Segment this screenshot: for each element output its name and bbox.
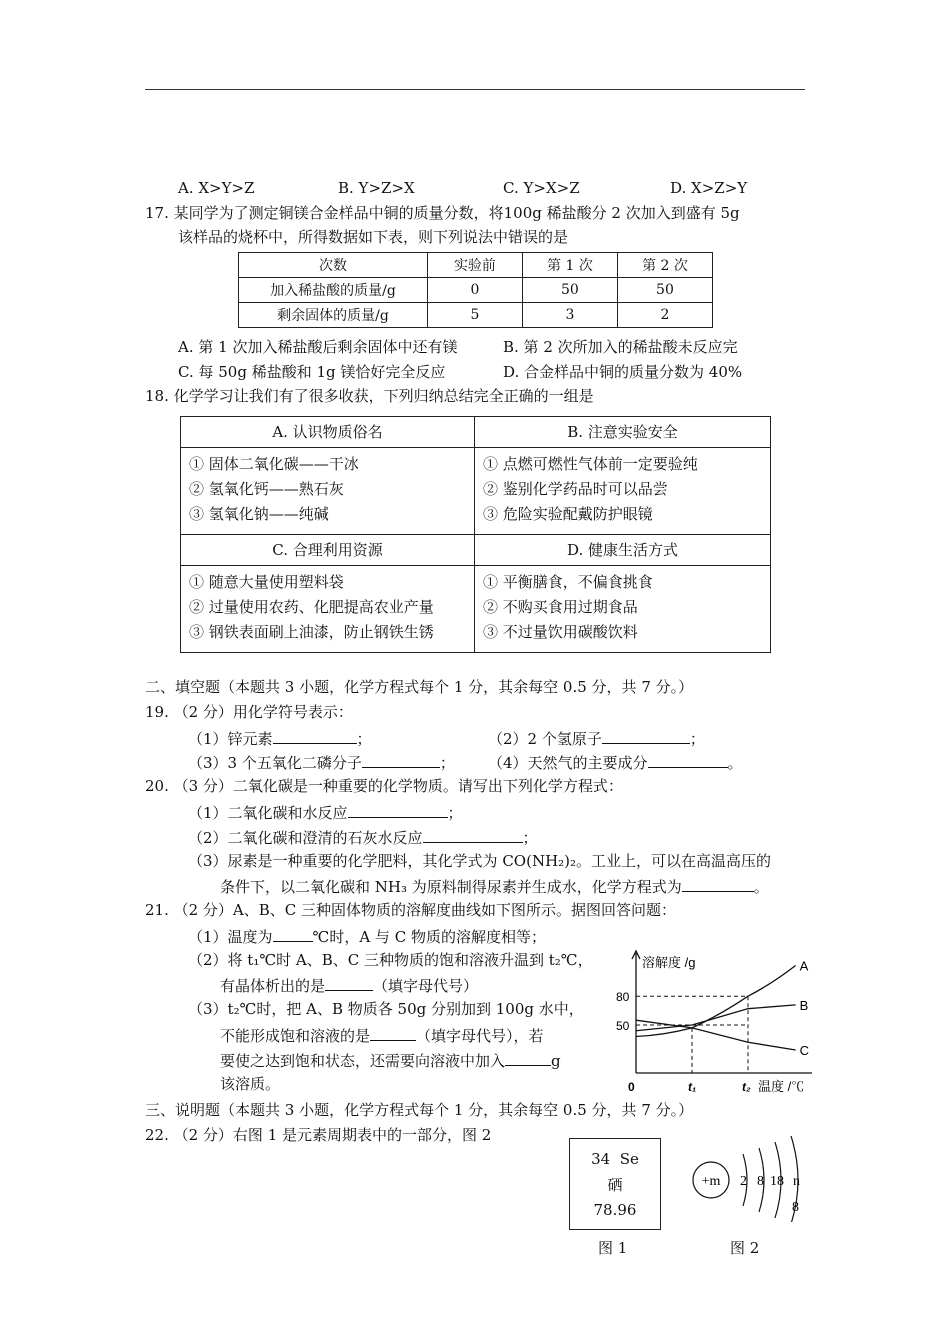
q21-part3-line4: 该溶质。 xyxy=(220,1075,281,1093)
solubility-chart xyxy=(612,945,817,1100)
table-header: 实验前 xyxy=(427,253,522,278)
answer-blank[interactable] xyxy=(682,875,754,892)
q21-part3-text-3: 要使之达到饱和状态，还需要向溶液中加入 xyxy=(220,1052,506,1070)
shell-count-3: 18 xyxy=(770,1174,784,1189)
table-row xyxy=(181,417,771,448)
q21-part3-unit: g xyxy=(551,1052,561,1070)
q17-table xyxy=(238,252,713,328)
answer-blank[interactable] xyxy=(505,1049,551,1066)
q18-stem: 18. 化学学习让我们有了很多收获，下列归纳总结完全正确的一组是 xyxy=(145,387,594,405)
shell-count-1: 2 xyxy=(740,1174,747,1189)
q21-part2-text-2: （填字母代号） xyxy=(373,977,479,995)
q18-cell-c xyxy=(181,566,475,653)
q19-part3 xyxy=(188,751,455,773)
q19-part4-text: （4）天然气的主要成分 xyxy=(488,754,648,772)
series-line-b xyxy=(636,1005,796,1031)
q18-cell-d-title: D. 健康生活方式 xyxy=(475,535,771,566)
q19-part1 xyxy=(188,727,372,749)
answer-blank[interactable] xyxy=(273,925,313,942)
table-cell: 加入稀盐酸的质量/g xyxy=(239,278,428,303)
q17-option-d: D. 合金样品中铜的质量分数为 40% xyxy=(503,363,743,381)
list-item: ③ 不过量饮用碳酸饮料 xyxy=(483,623,638,641)
answer-blank[interactable] xyxy=(423,826,523,843)
q18-cell-b-title: B. 注意实验安全 xyxy=(475,417,771,448)
answer-blank[interactable] xyxy=(325,974,373,991)
q21-part3-line3 xyxy=(220,1049,561,1071)
punctuation: ； xyxy=(522,829,538,847)
list-item: ② 氢氧化钙——熟石灰 xyxy=(189,480,344,498)
q20-part3-line2 xyxy=(220,875,769,897)
q16-option-a: A. X>Y>Z xyxy=(178,179,255,197)
q16-option-c: C. Y>X>Z xyxy=(503,179,580,197)
list-item: ① 点燃可燃性气体前一定要验纯 xyxy=(483,455,698,473)
q21-stem: 21. （2 分）A、B、C 三种固体物质的溶解度曲线如下图所示。据图回答问题： xyxy=(145,901,677,919)
list-item: ① 平衡膳食，不偏食挑食 xyxy=(483,573,653,591)
q19-part2-text: （2）2 个氢原子 xyxy=(488,730,602,748)
table-cell: 0 xyxy=(427,278,522,303)
answer-blank[interactable] xyxy=(362,751,440,768)
q21-part1-text: （1）温度为 xyxy=(188,928,273,946)
q21-part3-line2 xyxy=(220,1024,544,1046)
q16-option-b: B. Y>Z>X xyxy=(338,179,415,197)
q18-cell-d xyxy=(475,566,771,653)
q17-option-a: A. 第 1 次加入稀盐酸后剩余固体中还有镁 xyxy=(178,338,458,356)
q20-part1-text: （1）二氧化碳和水反应 xyxy=(188,804,348,822)
x-axis-label: 温度 /℃ xyxy=(758,1079,805,1094)
table-row xyxy=(181,535,771,566)
answer-blank[interactable] xyxy=(370,1024,416,1041)
table-header: 第 2 次 xyxy=(617,253,712,278)
q17-option-b: B. 第 2 次所加入的稀盐酸未反应完 xyxy=(503,338,738,356)
q20-stem: 20. （3 分）二氧化碳是一种重要的化学物质。请写出下列化学方程式： xyxy=(145,777,623,795)
list-item: ① 固体二氧化碳——干冰 xyxy=(189,455,359,473)
list-item: ② 过量使用农药、化肥提高农业产量 xyxy=(189,598,434,616)
answer-blank[interactable] xyxy=(648,751,728,768)
q19-stem: 19. （2 分）用化学符号表示： xyxy=(145,703,353,721)
section-2-heading: 二、填空题（本题共 3 小题，化学方程式每个 1 分，其余每空 0.5 分，共 7 分。） xyxy=(145,678,694,696)
element-name: 硒 xyxy=(607,1176,623,1194)
punctuation: 。 xyxy=(727,754,743,772)
list-item: ③ 钢铁表面刷上油漆，防止钢铁生锈 xyxy=(189,623,434,641)
q21-part1 xyxy=(188,925,546,947)
table-cell: 50 xyxy=(522,278,617,303)
element-mass: 78.96 xyxy=(593,1201,637,1219)
shell-extra-label: 8 xyxy=(792,1200,799,1215)
answer-blank[interactable] xyxy=(273,727,357,744)
header-rule xyxy=(145,89,805,90)
q22-stem: 22. （2 分）右图 1 是元素周期表中的一部分，图 2 xyxy=(145,1126,492,1144)
x-tick-label: t₂ xyxy=(742,1080,751,1094)
q21-part1-text-2: ℃时，A 与 C 物质的溶解度相等； xyxy=(312,928,546,946)
table-cell: 2 xyxy=(617,303,712,328)
punctuation: ； xyxy=(689,730,705,748)
table-row xyxy=(239,303,713,328)
list-item: ① 随意大量使用塑料袋 xyxy=(189,573,344,591)
y-tick-label: 50 xyxy=(616,1019,630,1033)
q20-part2-text: （2）二氧化碳和澄清的石灰水反应 xyxy=(188,829,423,847)
punctuation: ； xyxy=(439,754,455,772)
q21-part3-line1: （3）t₂℃时，把 A、B 物质各 50g 分别加到 100g 水中， xyxy=(188,1000,584,1018)
table-row xyxy=(239,253,713,278)
answer-blank[interactable] xyxy=(348,801,448,818)
shell-count-4: n xyxy=(793,1174,800,1189)
table-header: 第 1 次 xyxy=(522,253,617,278)
q18-cell-c-title: C. 合理利用资源 xyxy=(181,535,475,566)
q21-part2-line2 xyxy=(220,974,478,996)
table-row xyxy=(181,448,771,535)
figure-1-label: 图 1 xyxy=(598,1239,628,1257)
element-card xyxy=(569,1138,661,1230)
q20-part3-line1: （3）尿素是一种重要的化学肥料，其化学式为 CO(NH₂)₂。工业上，可以在高温高压的 xyxy=(188,852,772,870)
atom-diagram xyxy=(685,1132,815,1222)
q21-part2-text: 有晶体析出的是 xyxy=(220,977,326,995)
list-item: ② 不购买食用过期食品 xyxy=(483,598,638,616)
q17-option-c: C. 每 50g 稀盐酸和 1g 镁恰好完全反应 xyxy=(178,363,446,381)
q17-stem-line1: 17. 某同学为了测定铜镁合金样品中铜的质量分数，将100g 稀盐酸分 2 次加入到盛有 5g xyxy=(145,204,740,222)
table-cell: 3 xyxy=(522,303,617,328)
q18-cell-b xyxy=(475,448,771,535)
list-item: ② 鉴别化学药品时可以品尝 xyxy=(483,480,668,498)
y-tick-label: 80 xyxy=(616,990,630,1005)
shell-count-2: 8 xyxy=(757,1174,764,1189)
q19-part1-text: （1）锌元素 xyxy=(188,730,273,748)
q18-cell-a-title: A. 认识物质俗名 xyxy=(181,417,475,448)
table-row xyxy=(239,278,713,303)
series-label-a: A xyxy=(799,958,809,974)
table-header: 次数 xyxy=(239,253,428,278)
list-item: ③ 危险实验配戴防护眼镜 xyxy=(483,505,653,523)
y-axis-label: 溶解度 /g xyxy=(642,955,696,970)
nucleus-label: +m xyxy=(701,1174,721,1189)
q19-part4 xyxy=(488,751,743,773)
q17-stem-line2: 该样品的烧杯中，所得数据如下表，则下列说法中错误的是 xyxy=(178,228,569,246)
table-row xyxy=(181,566,771,653)
series-line-a xyxy=(636,965,796,1036)
q18-cell-a xyxy=(181,448,475,535)
table-cell: 剩余固体的质量/g xyxy=(239,303,428,328)
q21-part3-text: 不能形成饱和溶液的是 xyxy=(220,1027,371,1045)
table-cell: 50 xyxy=(617,278,712,303)
q18-table xyxy=(180,416,771,653)
series-label-b: B xyxy=(799,997,809,1013)
q21-part3-text-2: （填字母代号），若 xyxy=(416,1027,544,1045)
q21-part2-line1: （2）将 t₁℃时 A、B、C 三种物质的饱和溶液升温到 t₂℃， xyxy=(188,951,593,969)
q19-part3-text: （3）3 个五氧化二磷分子 xyxy=(188,754,362,772)
element-symbol: Se xyxy=(619,1150,639,1168)
element-number: 34 xyxy=(591,1150,611,1168)
q16-option-d: D. X>Z>Y xyxy=(670,179,748,197)
punctuation: ； xyxy=(356,730,372,748)
series-label-c: C xyxy=(799,1042,809,1058)
x-tick-label: t₁ xyxy=(688,1080,697,1094)
punctuation: ； xyxy=(447,804,463,822)
figure-2-label: 图 2 xyxy=(730,1239,760,1257)
origin-label: 0 xyxy=(628,1080,635,1094)
table-cell: 5 xyxy=(427,303,522,328)
q20-part1 xyxy=(188,801,463,823)
section-3-heading: 三、说明题（本题共 3 小题，化学方程式每个 1 分，其余每空 0.5 分，共 7 分。） xyxy=(145,1101,694,1119)
element-number-symbol xyxy=(570,1149,660,1169)
list-item: ③ 氢氧化钠——纯碱 xyxy=(189,505,329,523)
q20-part3-text: 条件下，以二氧化碳和 NH₃ 为原料制得尿素并生成水，化学方程式为 xyxy=(220,878,682,896)
q20-part2 xyxy=(188,826,538,848)
punctuation: 。 xyxy=(753,878,769,896)
q19-part2 xyxy=(488,727,705,749)
answer-blank[interactable] xyxy=(602,727,690,744)
